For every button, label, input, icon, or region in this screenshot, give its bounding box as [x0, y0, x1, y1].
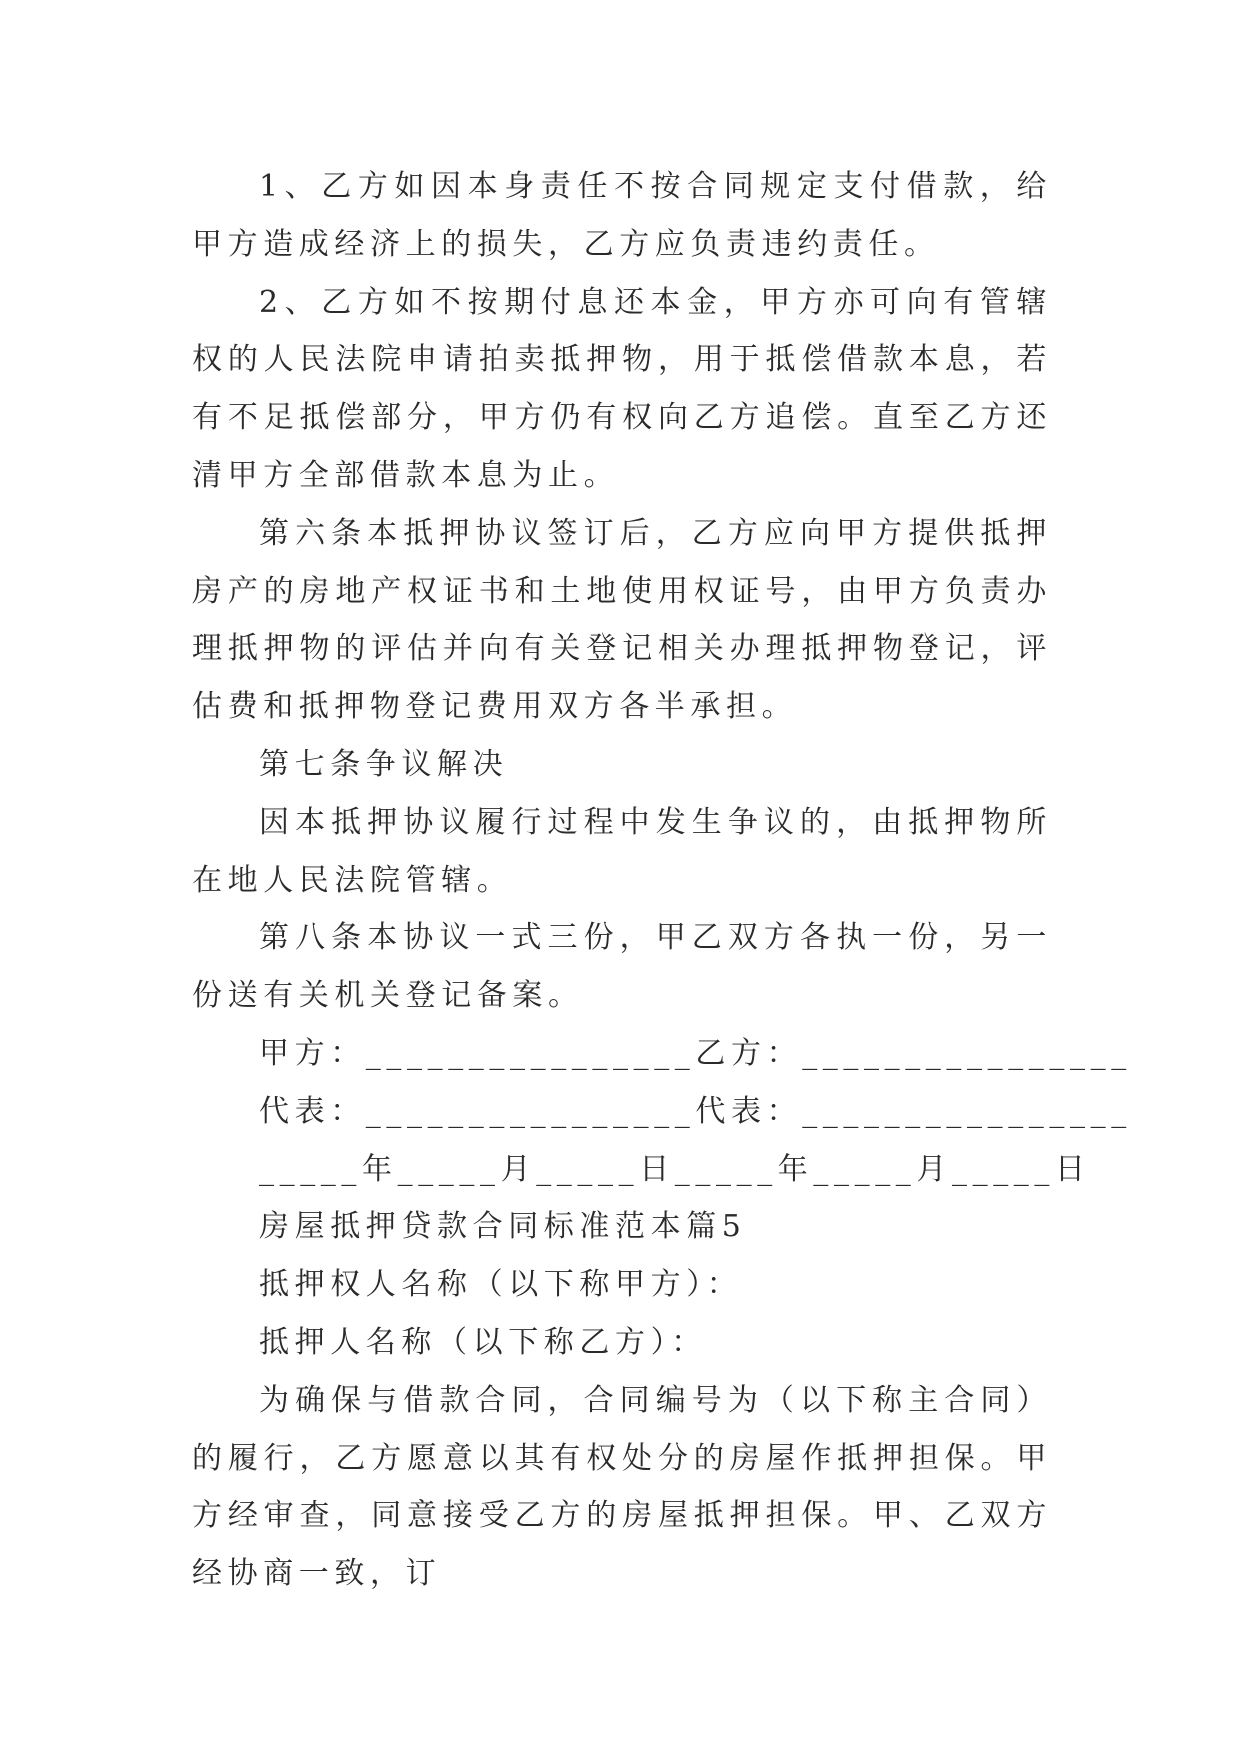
- section-title-5: 房屋抵押贷款合同标准范本篇5: [259, 1209, 747, 1245]
- mortgagor-name-line: 抵押人名称（以下称乙方）：: [259, 1324, 707, 1360]
- document-page: [192, 158, 1132, 1603]
- paragraph-1: 1、乙方如因本身责任不按合同规定支付借款，给甲方造成经济上的损失，乙方应负责违约责任。: [192, 169, 1052, 262]
- mortgagee-name-line: 抵押权人名称（以下称甲方）：: [259, 1267, 743, 1303]
- signature-date-line: _____年_____月_____日_____年_____月_____日: [259, 1151, 1091, 1187]
- paragraph-article-8: 第八条本协议一式三份，甲乙双方各执一份，另一份送有关机关登记备案。: [192, 920, 1052, 1014]
- signature-party-line: 甲方：________________乙方：________________: [259, 1035, 1132, 1071]
- signature-representative-line: 代表：________________代表：________________: [259, 1093, 1132, 1129]
- paragraph-preamble: 为确保与借款合同，合同编号为（以下称主合同）的履行，乙方愿意以其有权处分的房屋作抵押担保。甲方经审查，同意接受乙方的房屋抵押担保。甲、乙双方经协商一致，订: [192, 1382, 1052, 1592]
- paragraph-dispute: 因本抵押协议履行过程中发生争议的，由抵押物所在地人民法院管辖。: [192, 804, 1052, 898]
- paragraph-article-6: 第六条本抵押协议签订后，乙方应向甲方提供抵押房产的房地产权证书和土地使用权证号，由甲方负责办理抵押物的评估并向有关登记相关办理抵押物登记，评估费和抵押物登记费用双方各半承担。: [192, 515, 1052, 725]
- paragraph-2: 2、乙方如不按期付息还本金，甲方亦可向有管辖权的人民法院申请拍卖抵押物，用于抵偿借款本息，若有不足抵偿部分，甲方仍有权向乙方追偿。直至乙方还清甲方全部借款本息为止。: [192, 284, 1052, 493]
- heading-article-7: 第七条争议解决: [259, 746, 509, 782]
